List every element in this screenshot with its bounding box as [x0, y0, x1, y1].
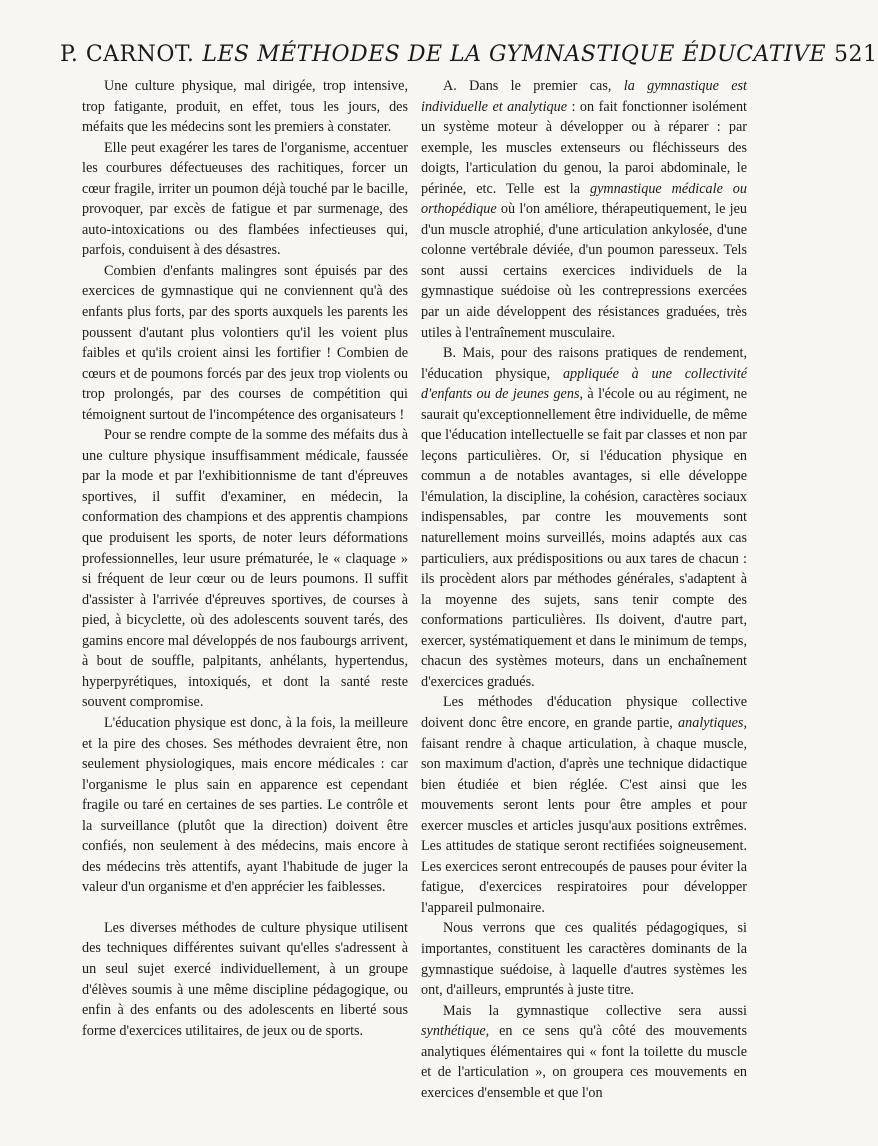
left-column	[82, 76, 408, 1041]
emphasis: appliquée à une collectivité d'enfants ou de jeunes gens	[421, 365, 747, 403]
paragraph: Pour se rendre compte de la somme des méfaits dus à une culture physique insuffisamment médicale, faussée par la mode et par l'exhibitionnisme de tant d'épreuves sportives, il suffit d'examiner, en médecin, la conformation des champions et des apprentis champions que produisent les sports, de noter leurs déformations professionnelles, leur usure prématurée, le « claquage » si fréquent de leur cœur ou de leurs poumons. Il suffit d'assister à l'arrivée d'épreuves sportives, de courses à pied, à bicyclette, où des adolescents souvent tarés, des gamins encore mal développés de nos faubourgs arrivent, à bout de souffle, palpitants, anhélants, hypertendus, hyperpyrétiques, intoxiqués, et dont la santé reste souvent compromise.	[82, 427, 408, 711]
emphasis: analytiques	[678, 714, 744, 731]
text: où l'on améliore, thérapeutiquement, le jeu d'un muscle atrophié, d'une articulation ankylosée, d'une colonne vertébrale déviée, d'un poumon paresseux. Tels sont aussi certains exercices individuels de la gymnastique suédoise où les contrepressions exercées par un aide développent des résistances graduées, très utiles à l'entraînement musculaire.	[421, 201, 747, 341]
text: Mais la gymnastique collective sera aussi	[443, 1002, 747, 1019]
header-author: P. CARNOT.	[60, 42, 195, 67]
text: , à l'école ou au régiment, ne saurait qu'exceptionnellement être individuelle, de même que l'éducation intellectuelle se fait par classes et non par leçons particulières. Or, si l'éducation physique en commun a de notables avantages, si elle développe l'émulation, la discipline, la cohésion, caractères sociaux indispensables, par contre les mouvements sont naturellement moins surveillés, moins adaptés aux cas particuliers, aux prédispositions ou aux tares de chacun : ils procèdent alors par méthodes générales, s'adaptent à la moyenne des sujets, sans tenir compte des conformations particulières. Ils doivent, d'autre part, exercer, systématiquement et dans le minimum de temps, chacun des systèmes moteurs, dans un enchaînement d'exercices gradués.	[421, 386, 747, 690]
paragraph: Les diverses méthodes de culture physique utilisent des techniques différentes suivant qu'elles s'adressent à un seul sujet exercé individuellement, à un groupe d'élèves soumis à une même discipline pédagogique, ou enfin à des enfants ou des adolescents en liberté sous forme d'exercices utilitaires, de jeux ou de sports.	[82, 919, 408, 1039]
text: A. Dans le premier cas,	[443, 78, 624, 94]
paragraph-b	[421, 343, 747, 692]
text: , faisant rendre à chaque articulation, à chaque muscle, son maximum d'action, d'après une technique didactique bien étudiée et bien réglée. C'est ainsi que les mouvements seront lents pour être amples et pour exercer muscles et articles jusqu'aux positions extrêmes. Les attitudes de statique seront rectifiées soigneusement. Les exercices seront entrecoupés de pauses pour éviter la fatigue, d'exercices respiratoires pour développer l'appareil pulmonaire.	[421, 714, 747, 916]
text: Les méthodes d'éducation physique collective doivent donc être encore, en grande partie,	[421, 694, 747, 731]
paragraph: Une culture physique, mal dirigée, trop intensive, trop fatigante, produit, en effet, tous les jours, des méfaits que les médecins sont les premiers à constater.	[82, 78, 408, 136]
paragraph: Nous verrons que ces qualités pédagogiques, si importantes, constituent les caractères dominants de la gymnastique suédoise, à laquelle d'autres systèmes les ont, d'ailleurs, empruntés à juste titre.	[421, 920, 747, 999]
running-header	[60, 42, 878, 72]
paragraph	[421, 1001, 747, 1104]
paragraph: Combien d'enfants malingres sont épuisés par des exercices de gymnastique qui ne conviennent qu'à des enfants plus forts, par des sports auxquels les parents les poussent d'autant plus volontiers qu'il les voient plus faibles et qu'ils croient ainsi les fortifier ! Combien de cœurs et de poumons forcés par des jeux trop violents ou trop prolongés, par des courses de compétition qui témoignent surtout de l'incompétence des organisateurs !	[82, 262, 408, 423]
header-title: LES MÉTHODES DE LA GYMNASTIQUE ÉDUCATIVE	[202, 42, 827, 67]
right-column	[421, 76, 747, 1103]
emphasis: la gymnastique est individuelle et analytique	[421, 78, 747, 115]
page-number: 521	[834, 42, 878, 67]
text: B. Mais, pour des raisons pratiques de rendement, l'éducation physique,	[421, 345, 747, 382]
paragraph: L'éducation physique est donc, à la fois, la meilleure et la pire des choses. Ses méthodes devraient être, non seulement physiologiques, mais encore médicales : car l'organisme le plus sain en apparence est cependant fragile ou taré en certaines de ses parties. Le contrôle et la surveillance (plutôt que la direction) doivent être confiés, non seulement à des médecins, mais encore à des médecins très attentifs, ayant l'habitude de juger la valeur d'un organisme et d'en apprécier les faiblesses.	[82, 714, 408, 896]
emphasis: synthétique	[421, 1023, 486, 1040]
emphasis: gymnastique médicale ou orthopédique	[421, 180, 747, 218]
paragraph: Elle peut exagérer les tares de l'organisme, accentuer les courbures défectueuses des rachitiques, forcer un cœur fragile, irriter un poumon déjà touché par le bacille, provoquer, par excès de fatigue et par surmenage, des auto-intoxications ou des flambées infectieuses qui, parfois, conduisent à des désastres.	[82, 139, 408, 259]
text: , en ce sens qu'à côté des mouvements analytiques élémentaires qui « font la toilette du muscle et de l'articulation », on groupera ces mouvements en exercices d'ensemble et que l'on	[421, 1023, 747, 1101]
text: : on fait fonctionner isolément un système moteur à développer ou à réparer : par exemple, les muscles extenseurs ou fléchisseurs des doigts, l'articulation du genou, la paroi abdominale, le périnée, etc. Telle est la	[421, 98, 747, 197]
paragraph-a	[421, 76, 747, 343]
paragraph	[421, 692, 747, 918]
